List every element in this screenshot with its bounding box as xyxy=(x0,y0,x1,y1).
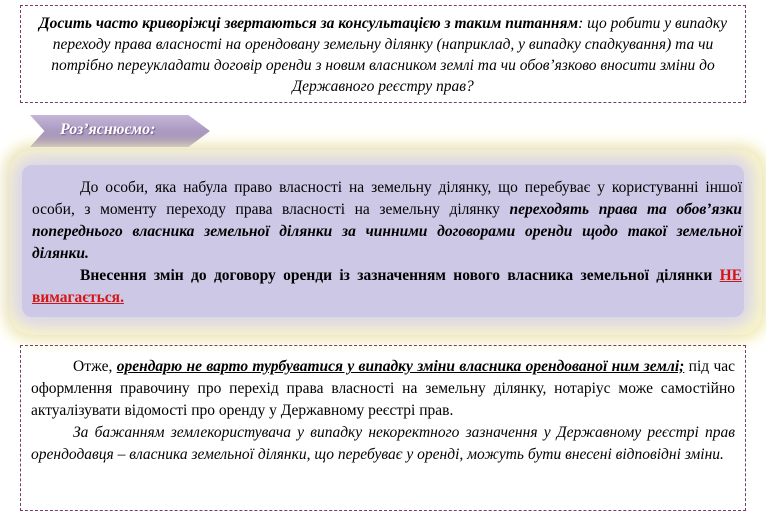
answer-p1-bold: переходять права та обов’язки попереднього власника земельної ділянки за чинними договорами оренди щодо такої земельної ділянки. xyxy=(32,201,742,262)
question-rest: : що робити у випадку переходу права власності на орендовану земельну ділянку (наприклад, у випадку спадкування) та чи потрібно переукладати договір оренди з новим власником землі та чи обов’язково вносити зміни до Державного реєстру прав? xyxy=(51,15,728,95)
answer-text xyxy=(32,177,742,309)
question-lead: Досить часто криворіжці звертаються за консультацією з таким питанням xyxy=(38,15,579,32)
answer-p2-red: НЕ вимагається. xyxy=(32,267,742,306)
question-box xyxy=(20,5,746,103)
answer-paragraph-1 xyxy=(32,177,742,265)
answer-paragraph-2 xyxy=(32,265,742,309)
answer-p2-bold: Внесення змін до договору оренди із зазначенням нового власника земельної ділянки xyxy=(80,267,720,284)
note-p1-emph: орендарю не варто турбуватися у випадку зміни власника орендованої ним землі; xyxy=(116,358,685,375)
question-text xyxy=(31,13,735,97)
note-p1-rest: під час оформлення правочину про перехід права власності на земельну ділянку, нотаріус може самостійно актуалізувати відомості про оренду у Державному реєстрі прав. xyxy=(31,358,736,419)
note-p1-lead: Отже, xyxy=(73,358,117,375)
note-paragraph-1 xyxy=(31,356,735,422)
explanation-badge-label: Роз’яснюємо: xyxy=(60,121,156,138)
note-box xyxy=(20,345,746,511)
answer-p1-start: До особи, яка набула право власності на земельну ділянку, що перебуває у користуванні іншої особи, з моменту переходу права власності на земельну ділянку xyxy=(32,179,742,218)
note-paragraph-2: За бажанням землекористувача у випадку некоректного зазначення у Державному реєстрі прав орендодавця – власника земельної ділянки, що перебуває у оренді, можуть бути внесені відповідні зміни. xyxy=(31,424,735,463)
